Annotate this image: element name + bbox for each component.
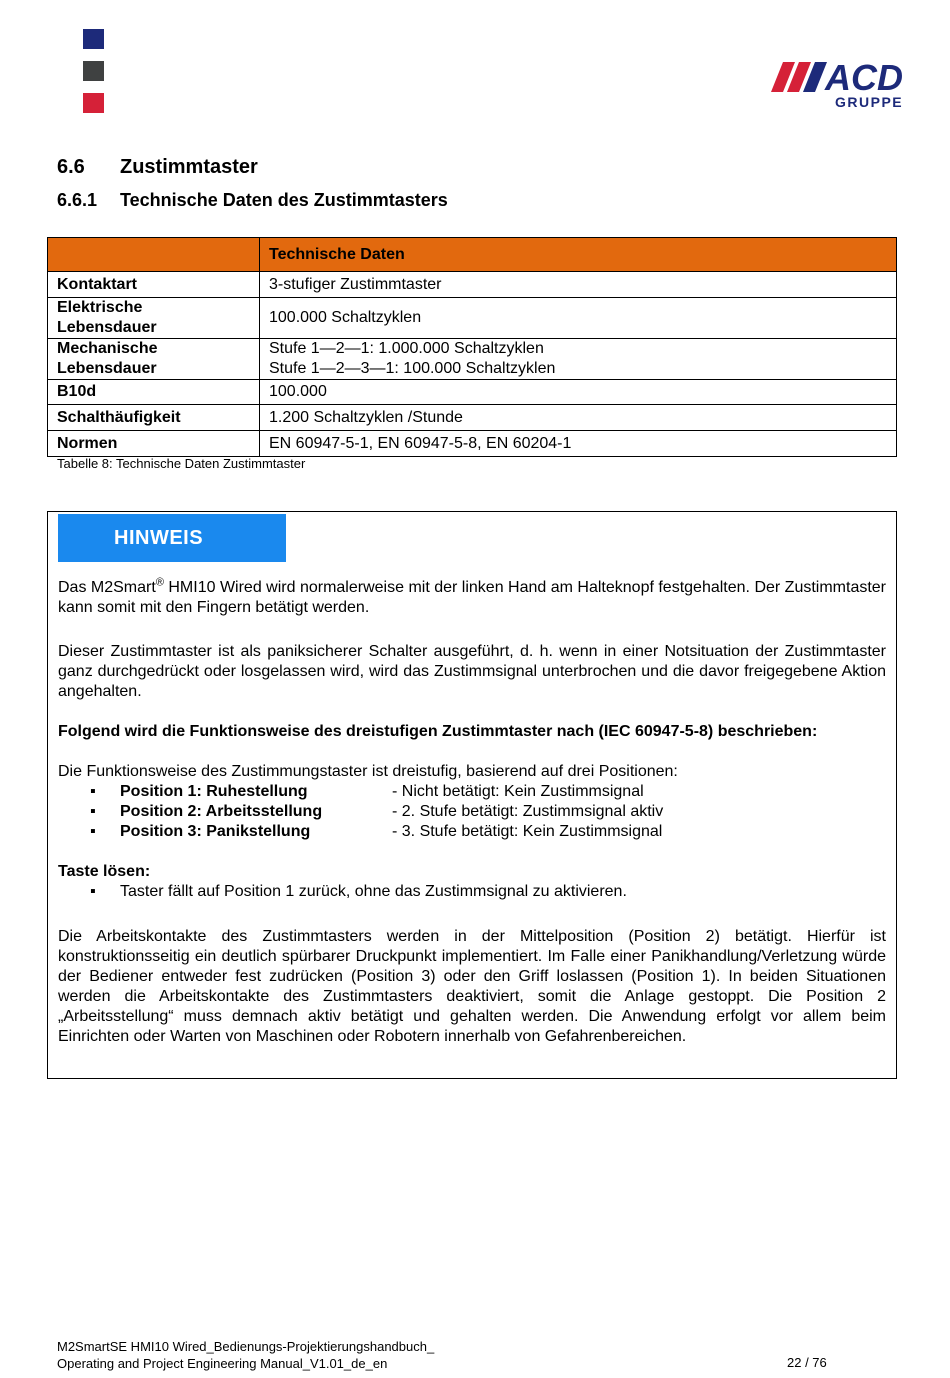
bullet-icon: ▪ xyxy=(90,823,96,840)
table-row xyxy=(48,272,897,298)
row-label xyxy=(48,339,260,380)
brand-square-red xyxy=(83,93,104,113)
row-label-line1: Elektrische xyxy=(57,299,143,316)
row-label-line1: Mechanische xyxy=(57,340,158,357)
subsection-number: 6.6.1 xyxy=(57,190,98,210)
row-value: EN 60947-5-1, EN 60947-5-8, EN 60204-1 xyxy=(260,431,897,457)
table-row xyxy=(48,380,897,405)
row-value xyxy=(260,339,897,380)
note-paragraph-3: Folgend wird die Funktionsweise des dreistufigen Zustimmtaster nach (IEC 60947-5-8) beschrieben: xyxy=(58,723,818,740)
bullet-icon: ▪ xyxy=(90,883,96,900)
table-header-empty xyxy=(48,238,260,272)
row-label-line2: Lebensdauer xyxy=(57,319,157,336)
p1-start: Das M2Smart xyxy=(58,579,156,596)
logo-subtext: GRUPPE xyxy=(835,94,904,110)
row-value: 3-stufiger Zustimmtaster xyxy=(260,272,897,298)
note-paragraph-5: Die Arbeitskontakte des Zustimmtasters werden in der Mittelposition (Position 2) betätigt. Hierfür ist konstruktionsseitig ein deutlich spürbarer Druckpunkt implementiert. Im Falle einer Panikhandlung/Verletzung würde der Bediener entweder fest zudrücken (Position 3) oder den Griff loslassen (Position 1). In beiden Situationen werden die Arbeitskontakte des Zustimmtasters deaktiviert, somit die Anlage gestoppt. Die Position 2 „Arbeitsstellung“ muss demnach aktiv betätigt und gehalten werden. Die Anwendung erfolgt vor allem beim Einrichten oder Warten von Maschinen oder Robotern innerhalb von Gefahrenbereichen. xyxy=(58,928,886,1045)
position-desc: - Nicht betätigt: Kein Zustimmsignal xyxy=(392,783,644,800)
note-badge: HINWEIS xyxy=(58,514,286,562)
footer xyxy=(57,1338,434,1372)
footer-line-2: Operating and Project Engineering Manual_V1.01_de_en xyxy=(57,1356,388,1371)
note-paragraph-2: Dieser Zustimmtaster ist als paniksicherer Schalter ausgeführt, d. h. wenn in einer Notsituation der Zustimmtaster ganz durchgedrückt oder losgelassen wird, wird das Zustimmsignal unterbrochen und die davor freigegebene Aktion angehalten. xyxy=(58,643,886,700)
position-desc: - 3. Stufe betätigt: Kein Zustimmsignal xyxy=(392,823,663,840)
row-label: B10d xyxy=(48,380,260,405)
position-name: Position 3: Panikstellung xyxy=(120,823,311,840)
row-value: 100.000 xyxy=(260,380,897,405)
release-text: Taster fällt auf Position 1 zurück, ohne das Zustimmsignal zu aktivieren. xyxy=(120,883,627,900)
release-title: Taste lösen: xyxy=(58,863,151,880)
bullet-icon: ▪ xyxy=(90,803,96,820)
acd-logo xyxy=(765,48,925,112)
row-label: Schalthäufigkeit xyxy=(48,405,260,431)
footer-line-1: M2SmartSE HMI10 Wired_Bedienungs-Projektierungshandbuch_ xyxy=(57,1339,435,1354)
table-row xyxy=(48,431,897,457)
row-label-line2: Lebensdauer xyxy=(57,360,157,377)
subsection-title: Technische Daten des Zustimmtasters xyxy=(120,190,448,210)
page-number: 22 / 76 xyxy=(787,1355,827,1370)
row-value: 1.200 Schaltzyklen /Stunde xyxy=(260,405,897,431)
bullet-icon: ▪ xyxy=(90,783,96,800)
row-value-line2: Stufe 1—2—3—1: 100.000 Schaltzyklen xyxy=(269,360,556,377)
brand-square-grey xyxy=(83,61,104,81)
row-label xyxy=(48,298,260,339)
note-paragraph-1 xyxy=(58,578,886,618)
row-label: Normen xyxy=(48,431,260,457)
position-name: Position 2: Arbeitsstellung xyxy=(120,803,323,820)
table-header-row xyxy=(48,238,897,272)
brand-square-blue xyxy=(83,29,104,49)
section-title: Zustimmtaster xyxy=(120,156,258,178)
subsection-heading xyxy=(57,190,448,211)
table-row xyxy=(48,298,897,339)
position-name: Position 1: Ruhestellung xyxy=(120,783,308,800)
spec-table xyxy=(47,237,897,457)
table-row xyxy=(48,405,897,431)
row-label: Kontaktart xyxy=(48,272,260,298)
registered-mark: ® xyxy=(155,576,164,589)
section-heading xyxy=(57,156,258,179)
table-row xyxy=(48,339,897,380)
table-header-cell: Technische Daten xyxy=(260,238,897,272)
note-box xyxy=(47,511,897,1079)
section-number: 6.6 xyxy=(57,156,85,178)
p1-rest: HMI10 Wired wird normalerweise mit der linken Hand am Halteknopf festgehalten. Der Zustimmtaster kann somit mit den Fingern betätigt werden. xyxy=(58,579,887,616)
table-caption: Tabelle 8: Technische Daten Zustimmtaster xyxy=(57,456,306,471)
logo-text: ACD xyxy=(825,57,903,98)
note-paragraph-4: Die Funktionsweise des Zustimmungstaster ist dreistufig, basierend auf drei Positionen: xyxy=(58,763,678,780)
row-value: 100.000 Schaltzyklen xyxy=(260,298,897,339)
row-value-line1: Stufe 1—2—1: 1.000.000 Schaltzyklen xyxy=(269,340,544,357)
position-desc: - 2. Stufe betätigt: Zustimmsignal aktiv xyxy=(392,803,664,820)
